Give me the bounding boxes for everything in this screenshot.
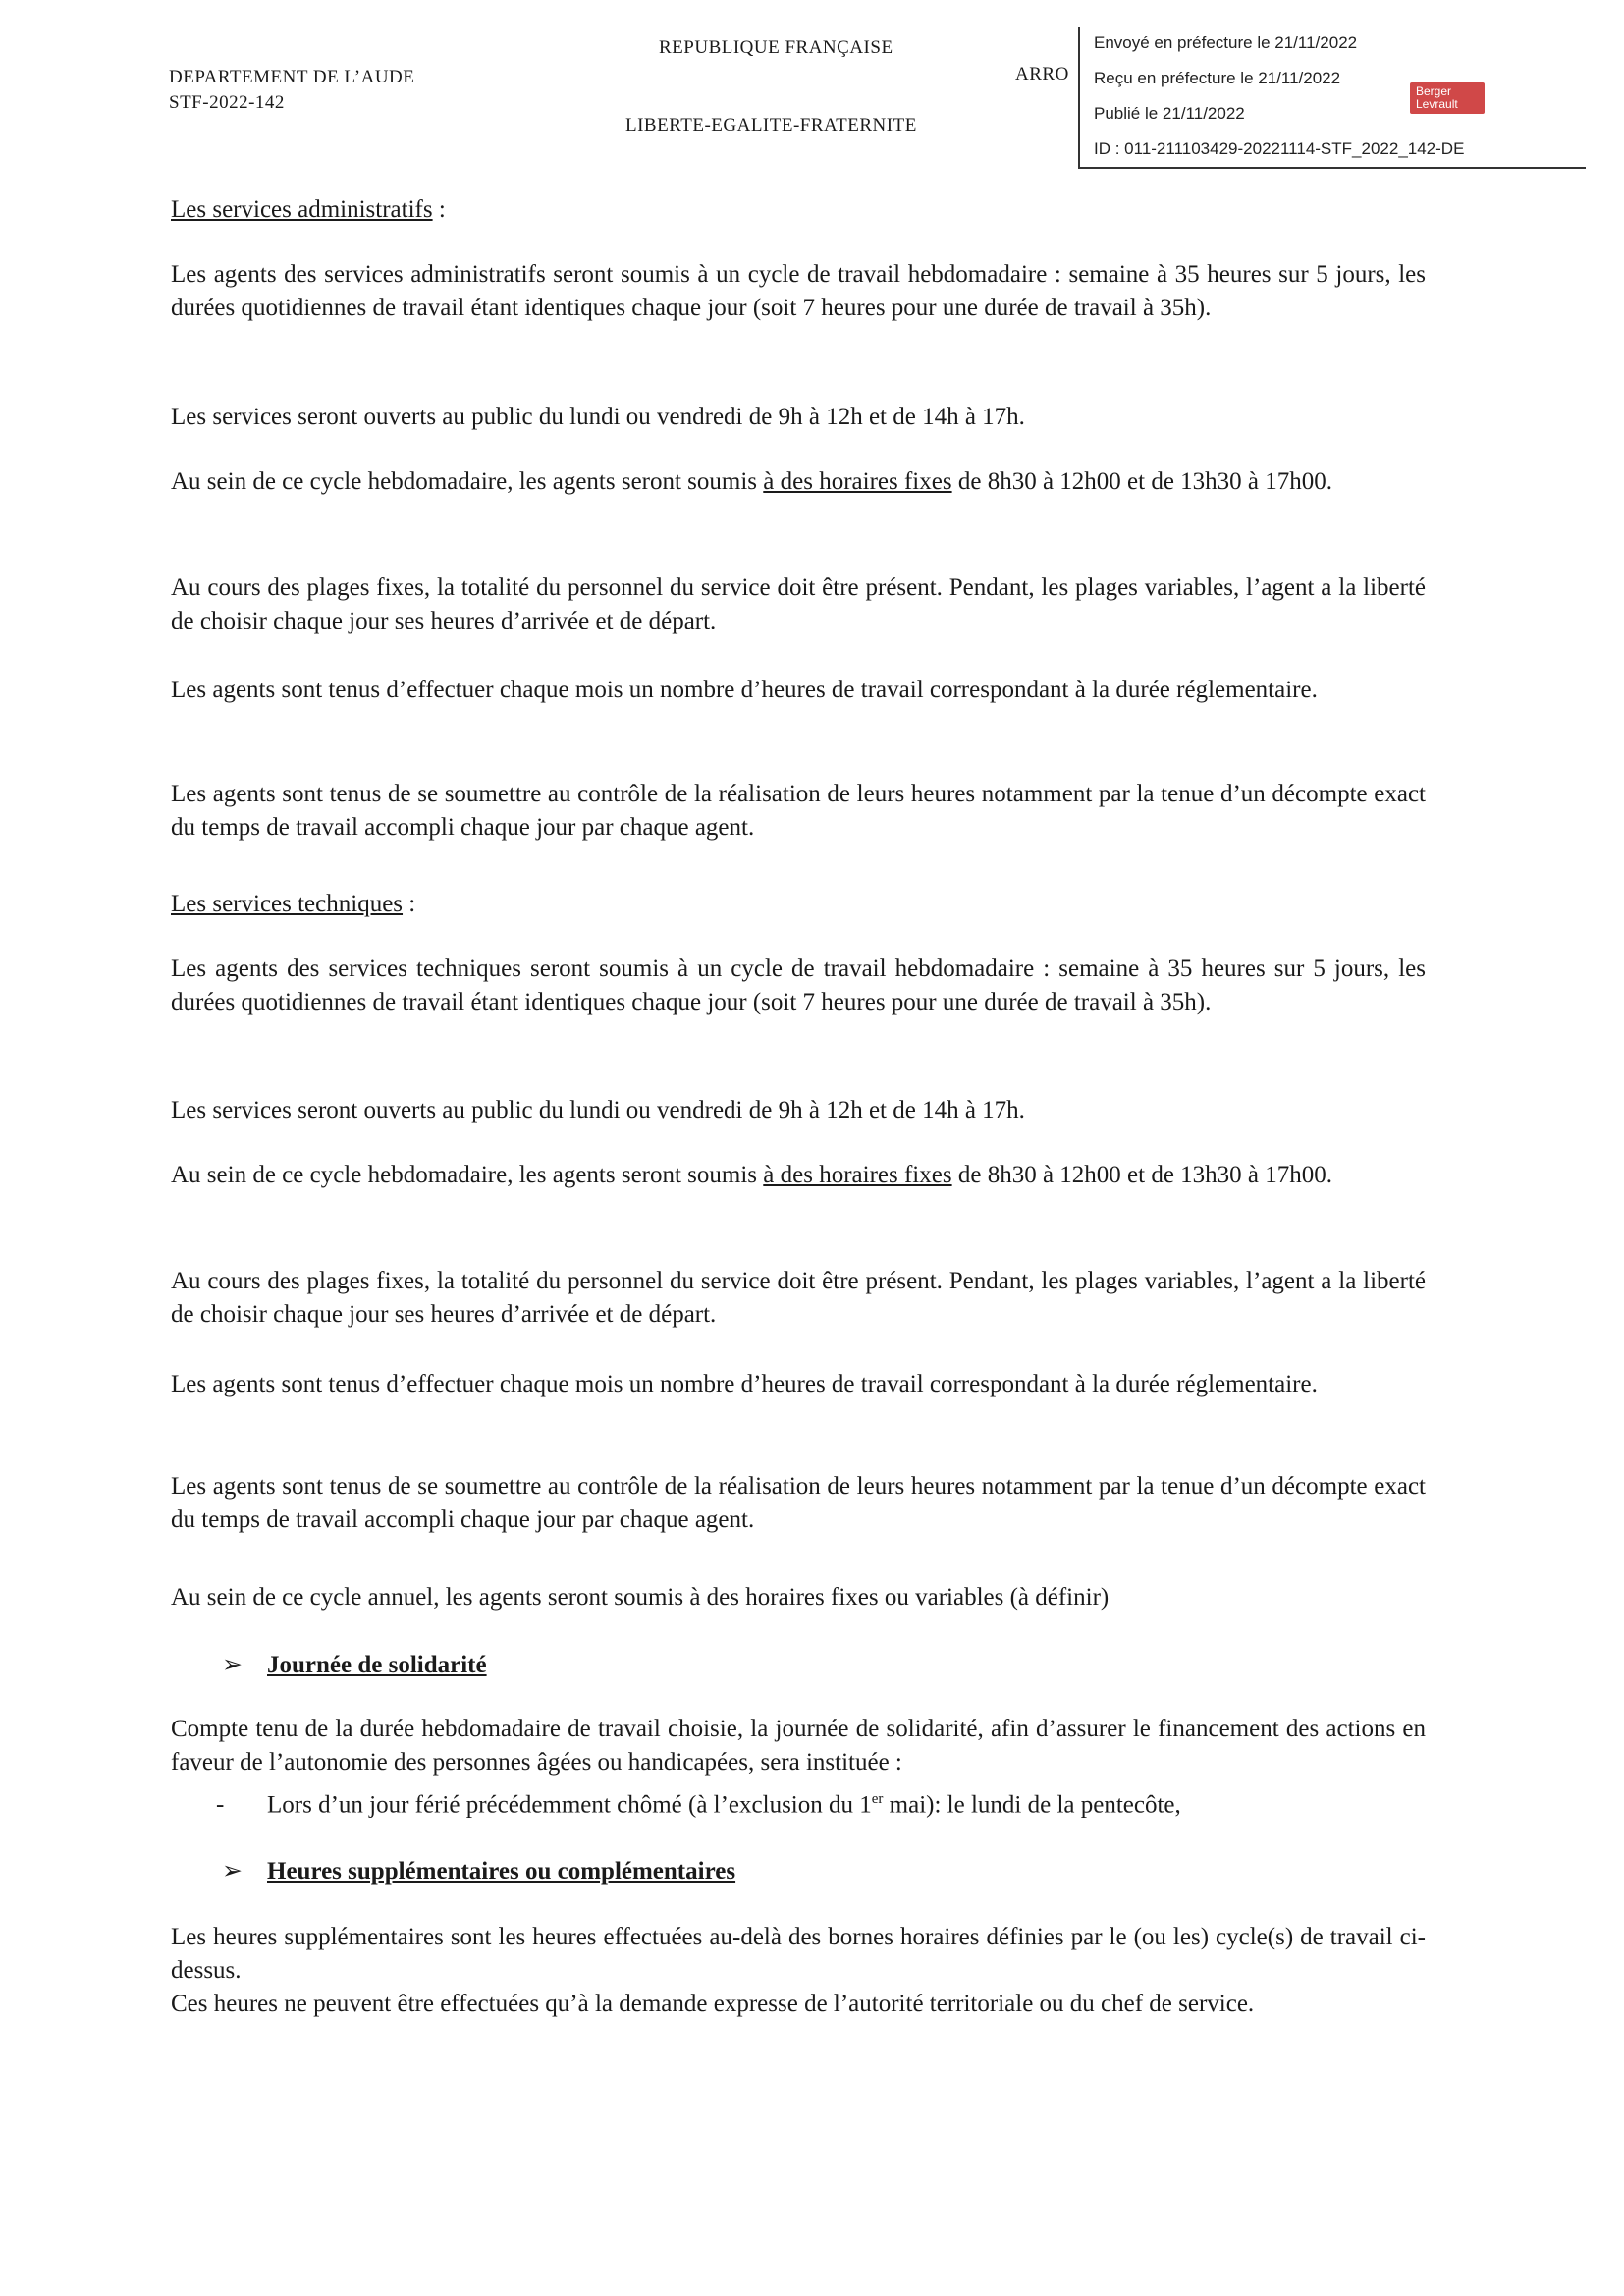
department-header	[169, 65, 414, 116]
admin-paragraph-5: Les agents sont tenus d’effectuer chaque mois un nombre d’heures de travail correspondant à la durée réglementaire.	[171, 677, 1318, 703]
admin-title: Les services administratifs	[171, 196, 433, 223]
solidarity-paragraph: Compte tenu de la durée hebdomadaire de travail choisie, la journée de solidarité, afin d’assurer le financement des actions en faveur de l’autonomie des personnes âgées ou handicapées, sera instituée :	[171, 1716, 1426, 1776]
stamp-sent: Envoyé en préfecture le 21/11/2022	[1094, 33, 1358, 52]
overtime-paragraph-1: Les heures supplémentaires sont les heures effectuées au-delà des bornes horaires définies par le (ou les) cycle(s) de travail ci-dessus.	[171, 1924, 1426, 1984]
tech-paragraph-7: Au sein de ce cycle annuel, les agents seront soumis à des horaires fixes ou variables (à définir)	[171, 1584, 1110, 1611]
admin-fixed-hours: à des horaires fixes	[763, 468, 952, 495]
solidarity-bullet: - Lors d’un jour férié précédemment chômé (à l’exclusion du 1er mai): le lundi de la pentecôte,	[216, 1782, 1181, 1822]
tech-paragraph-1: Les agents des services techniques seront soumis à un cycle de travail hebdomadaire : semaine à 35 heures sur 5 jours, les durées quotidiennes de travail étant identiques chaque jour (soit 7 heures pour une durée de travail à 35h).	[171, 956, 1426, 1015]
tech-title: Les services techniques	[171, 891, 404, 917]
tech-paragraph-3: Au sein de ce cycle hebdomadaire, les agents seront soumis à des horaires fixes de 8h30 à 12h00 et de 13h30 à 17h00.	[171, 1162, 1333, 1188]
arrow-bullet-icon: ➢	[222, 1652, 243, 1678]
overtime-paragraph-2: Ces heures ne peuvent être effectuées qu’à la demande expresse de l’autorité territoriale ou du chef de service.	[171, 1991, 1255, 2017]
solidarity-title: Journée de solidarité	[267, 1652, 487, 1678]
document-reference: STF-2022-142	[169, 92, 285, 113]
overtime-title: Heures supplémentaires ou complémentaires	[267, 1858, 736, 1885]
stamp-id: ID : 011-211103429-20221114-STF_2022_142-DE	[1094, 139, 1465, 158]
admin-paragraph-3: Au sein de ce cycle hebdomadaire, les agents seront soumis à des horaires fixes de 8h30 à 12h00 et de 13h30 à 17h00.	[171, 468, 1333, 495]
department-name: DEPARTEMENT DE L’AUDE	[169, 67, 415, 87]
arro-label: ARRO	[1015, 64, 1069, 84]
dash-bullet: -	[216, 1791, 225, 1819]
admin-paragraph-2: Les services seront ouverts au public du lundi ou vendredi de 9h à 12h et de 14h à 17h.	[171, 404, 1025, 430]
republic-motto: LIBERTE-EGALITE-FRATERNITE	[625, 115, 917, 136]
solidarity-heading	[222, 1650, 487, 1679]
prefecture-stamp	[1078, 27, 1586, 169]
tech-fixed-hours: à des horaires fixes	[763, 1162, 952, 1188]
republic-title: REPUBLIQUE FRANÇAISE	[659, 37, 893, 58]
stamp-received: Reçu en préfecture le 21/11/2022	[1094, 69, 1341, 87]
overtime-heading	[222, 1856, 735, 1886]
stamp-published: Publié le 21/11/2022	[1094, 104, 1245, 123]
section-title-tech: Les services techniques :	[171, 891, 416, 917]
tech-paragraph-2: Les services seront ouverts au public du lundi ou vendredi de 9h à 12h et de 14h à 17h.	[171, 1097, 1025, 1123]
tech-paragraph-5: Les agents sont tenus d’effectuer chaque mois un nombre d’heures de travail correspondant à la durée réglementaire.	[171, 1371, 1318, 1397]
tech-paragraph-4: Au cours des plages fixes, la totalité du personnel du service doit être présent. Pendant, les plages variables, l’agent a la liberté de choisir chaque jour ses heures d’arrivée et de départ.	[171, 1268, 1426, 1328]
arrow-bullet-icon: ➢	[222, 1858, 243, 1885]
admin-paragraph-6: Les agents sont tenus de se soumettre au contrôle de la réalisation de leurs heures notamment par la tenue d’un décompte exact du temps de travail accompli chaque jour par chaque agent.	[171, 781, 1426, 841]
section-title-admin: Les services administratifs :	[171, 196, 446, 223]
berger-levrault-logo: Berger Levrault	[1410, 82, 1485, 114]
admin-paragraph-1: Les agents des services administratifs seront soumis à un cycle de travail hebdomadaire : semaine à 35 heures sur 5 jours, les durées quotidiennes de travail étant identiques chaque jour (soit 7 heures pour une durée de travail à 35h).	[171, 261, 1426, 321]
admin-paragraph-4: Au cours des plages fixes, la totalité du personnel du service doit être présent. Pendant, les plages variables, l’agent a la liberté de choisir chaque jour ses heures d’arrivée et de départ.	[171, 574, 1426, 634]
tech-paragraph-6: Les agents sont tenus de se soumettre au contrôle de la réalisation de leurs heures notamment par la tenue d’un décompte exact du temps de travail accompli chaque jour par chaque agent.	[171, 1473, 1426, 1533]
